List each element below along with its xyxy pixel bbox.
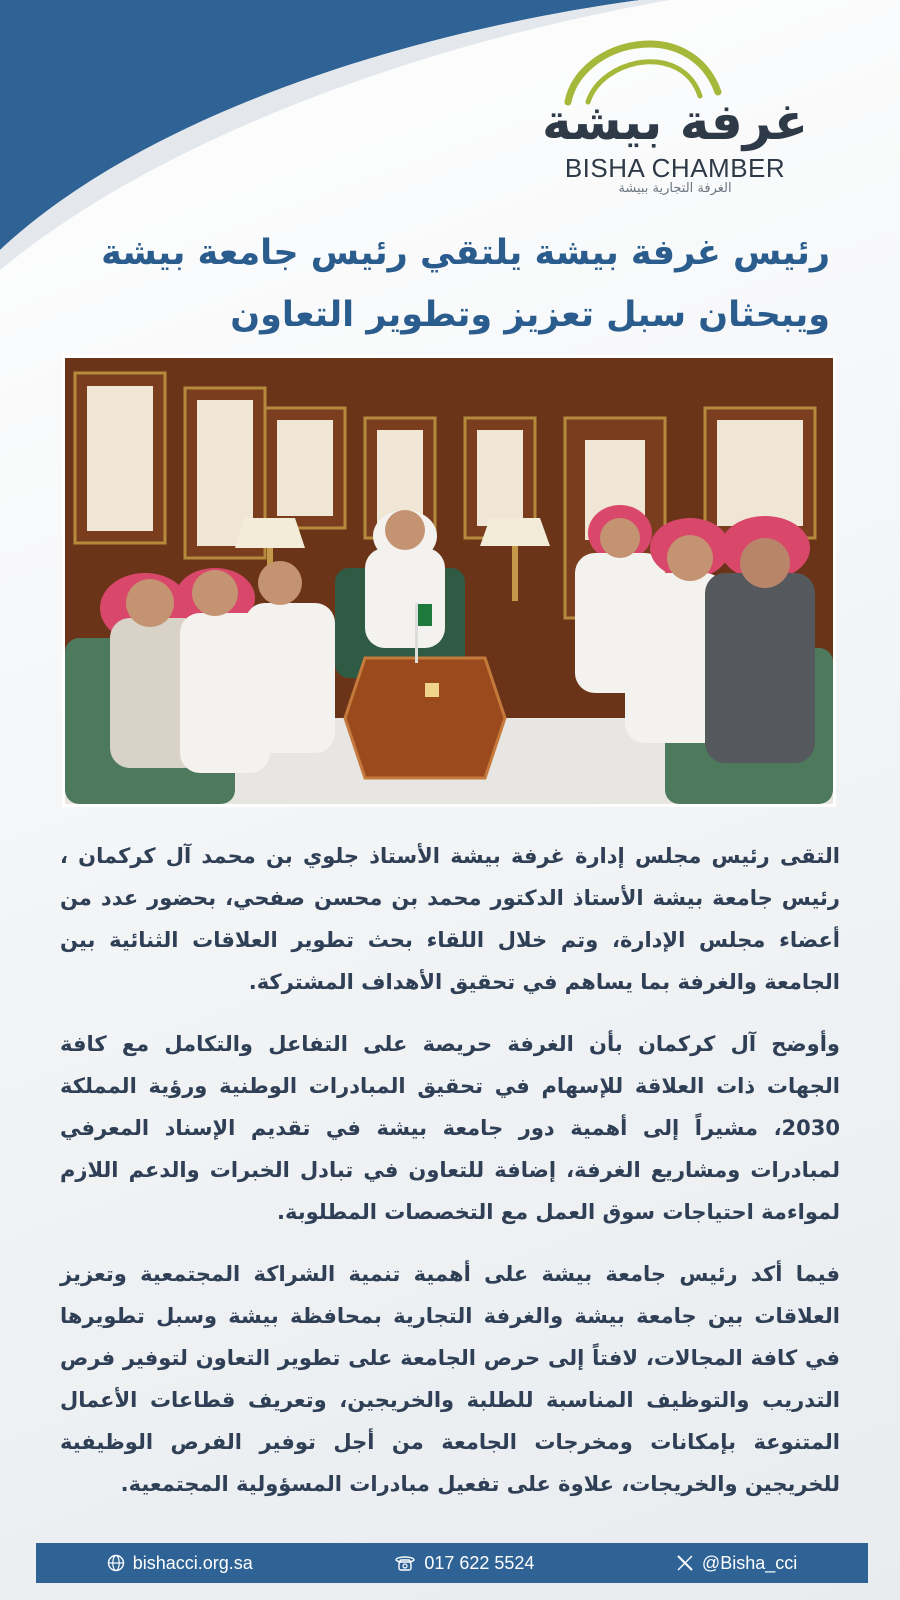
footer-social[interactable] <box>676 1553 797 1574</box>
social-handle[interactable]: @Bisha_cci <box>701 1552 798 1573</box>
meeting-photo <box>62 355 836 807</box>
brand-logo <box>540 20 810 200</box>
footer-website[interactable] <box>107 1553 253 1574</box>
phone-icon <box>394 1554 416 1572</box>
logo-english-name: BISHA CHAMBER <box>564 153 786 183</box>
logo-subtitle: الغرفة التجارية ببيشة <box>618 181 732 196</box>
headline-line-2: ويبحثان سبل تعزيز وتطوير التعاون <box>230 295 830 335</box>
phone-number[interactable]: 017 622 5524 <box>424 1552 535 1573</box>
article-paragraph-2: وأوضح آل كركمان بأن الغرفة حريصة على التفاعل والتكامل مع كافة الجهات ذات العلاقة للإسهام في تحقيق المبادرات الوطنية ورؤية المملكة 2030، مشيراً إلى أهمية دور جامعة بيشة في تقديم الإسناد المعرفي لمبادرات ومشاريع الغرفة، إضافة للتعاون في تبادل الخبرات والدعم اللازم لمواءمة احتياجات سوق العمل مع التخصصات المطلوبة. <box>60 1032 840 1224</box>
website-link[interactable]: bishacci.org.sa <box>132 1552 253 1573</box>
meeting-illustration <box>65 358 833 804</box>
article-paragraph-1: التقى رئيس مجلس إدارة غرفة بيشة الأستاذ جلوي بن محمد آل كركمان ، رئيس جامعة بيشة الأستاذ الدكتور محمد بن محسن صفحي، بحضور عدد من أعضاء مجلس الإدارة، وتم خلال اللقاء بحث تطوير العلاقات الثنائية بين الجامعة والغرفة بما يساهم في تحقيق الأهداف المشتركة. <box>60 844 840 994</box>
logo-arabic-name: غرفة بيشة <box>541 93 809 151</box>
article-paragraph-3: فيما أكد رئيس جامعة بيشة على أهمية تنمية الشراكة المجتمعية وتعزيز العلاقات بين جامعة بيشة والغرفة التجارية بمحافظة بيشة وسبل تطويرها في كافة المجالات، لافتاً إلى حرص الجامعة على تطوير التعاون لتوفير فرص التدريب والتوظيف المناسبة للطلبة والخريجين، وتعريف قطاعات الأعمال المتنوعة بإمكانات ومخرجات الجامعة من أجل توفير الفرص الوظيفية للخريجين والخريجات، علاوة على تفعيل مبادرات المسؤولية المجتمعية. <box>60 1262 840 1496</box>
headline-line-1: رئيس غرفة بيشة يلتقي رئيس جامعة بيشة <box>101 233 830 273</box>
footer-phone[interactable] <box>394 1553 534 1574</box>
article-body <box>60 835 840 1525</box>
x-logo-icon <box>676 1554 694 1572</box>
globe-icon <box>107 1554 125 1572</box>
contact-footer <box>36 1543 868 1583</box>
